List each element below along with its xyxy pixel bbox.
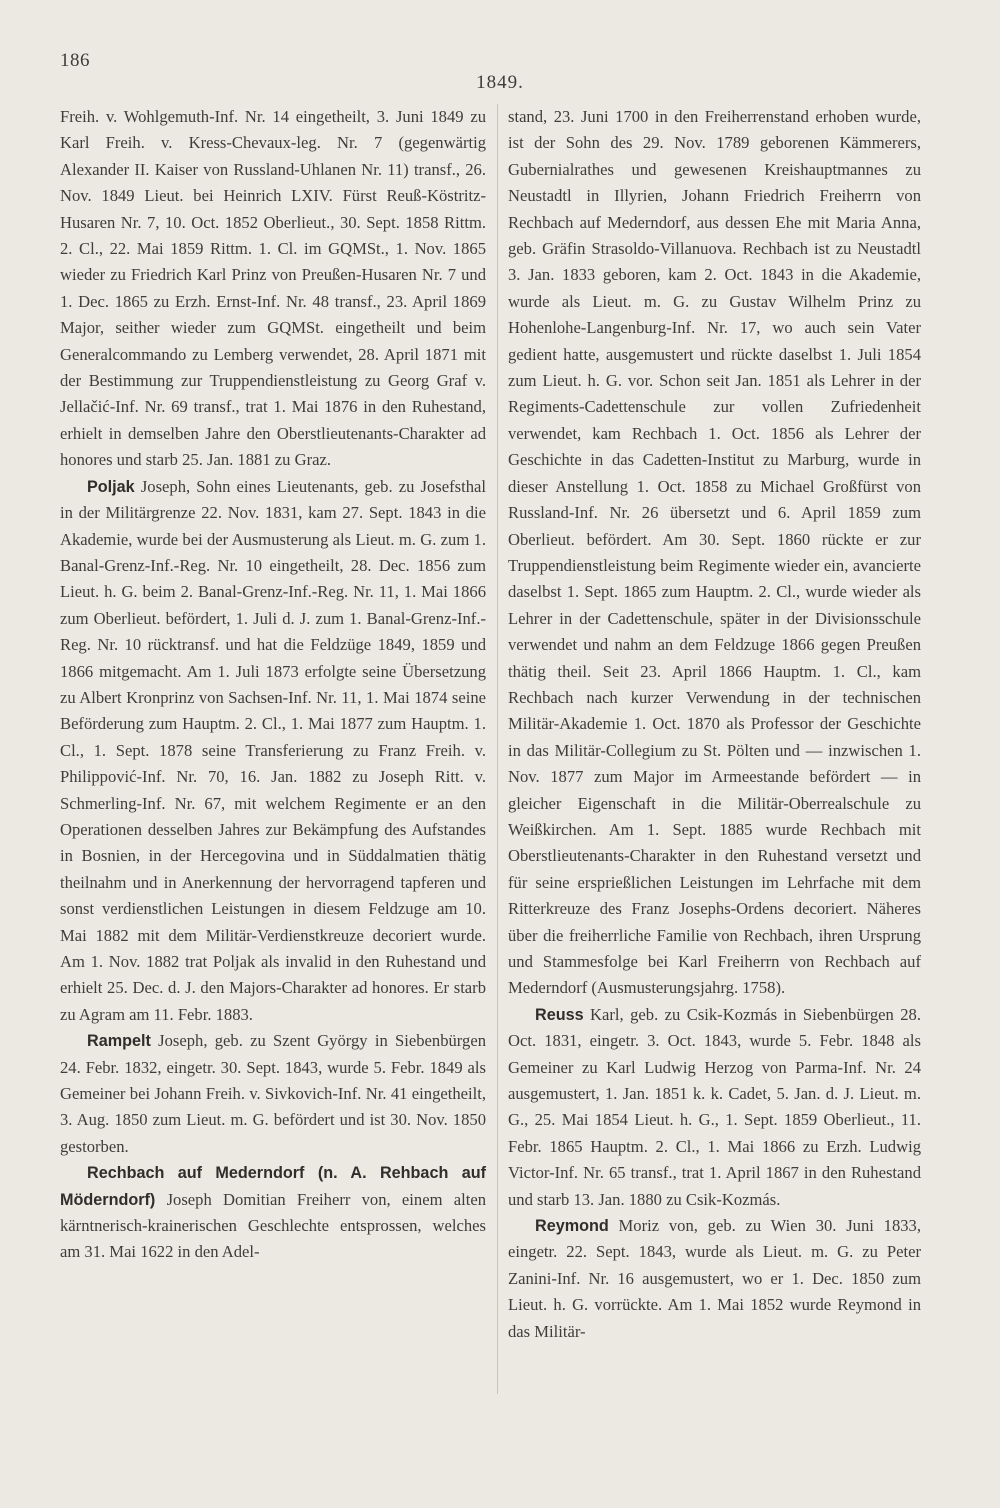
entry-name: Poljak xyxy=(87,477,135,496)
column-divider xyxy=(497,104,498,1394)
entry-text: Joseph, geb. zu Szent György in Siebenbürgen 24. Febr. 1832, eingetr. 30. Sept. 1843, wurde 5. Febr. 1849 als Gemeiner bei Johann Freih. v. Sivkovich-Inf. Nr. 41 eingetheilt, 3. Aug. 1850 zum Lieut. m. G. befördert und ist 30. Nov. 1850 gestorben. xyxy=(60,1031,486,1156)
page-number: 186 xyxy=(60,50,90,71)
biography-entry-reuss xyxy=(508,1002,921,1213)
entry-name: Reymond xyxy=(535,1217,609,1236)
right-column xyxy=(508,104,921,1345)
left-column xyxy=(60,104,486,1266)
entry-text: Joseph Domitian Freiherr von, einem alten kärntnerisch-krainerischen Geschlechte entsprossen, welches am 31. Mai 1622 in den Adel- xyxy=(60,1189,486,1262)
entry-text: Karl, geb. zu Csik-Kozmás in Siebenbürgen 28. Oct. 1831, eingetr. 3. Oct. 1843, wurde 5. Febr. 1848 als Gemeiner zu Karl Ludwig Herzog von Parma-Inf. Nr. 24 ausgemustert, 1. Jan. 1851 k. k. Cadet, 5. Jan. d. J. Lieut. m. G., 25. Mai 1854 Lieut. h. G., 1. Sept. 1859 Oberlieut., 11. Febr. 1865 Hauptm. 2. Cl., 1. Mai 1866 zu Erzh. Ludwig Victor-Inf. Nr. 65 transf., trat 1. April 1867 in den Ruhestand und starb 13. Jan. 1880 zu Csik-Kozmás. xyxy=(508,1004,921,1209)
entry-name: Reuss xyxy=(535,1005,584,1024)
biography-entry-rechbach xyxy=(60,1160,486,1266)
entry-name: Rampelt xyxy=(87,1032,151,1051)
continued-entry-text: stand, 23. Juni 1700 in den Freiherrenstand erhoben wurde, ist der Sohn des 29. Nov. 1789 geborenen Kämmerers, Gubernialrathes und gewesenen Kreishauptmannes zu Neustadtl in Illyrien, Johann Friedrich Freiherrn von Rechbach auf Mederndorf, aus dessen Ehe mit Maria Anna, geb. Gräfin Strasoldo-Villanuova. Rechbach ist zu Neustadtl 3. Jan. 1833 geboren, kam 2. Oct. 1843 in die Akademie, wurde als Lieut. m. G. zu Gustav Wilhelm Prinz zu Hohenlohe-Langenburg-Inf. Nr. 17, wo auch sein Vater gedient hatte, ausgemustert und rückte daselbst 1. Juli 1854 zum Lieut. h. G. vor. Schon seit Jan. 1851 als Lehrer in der Regiments-Cadettenschule zur vollen Zufriedenheit verwendet, kam Rechbach 1. Oct. 1856 als Lehrer der Geschichte in das Cadetten-Institut zu Marburg, wurde in dieser Anstellung 1. Oct. 1858 zu Michael Großfürst von Russland-Inf. Nr. 26 übersetzt und 6. April 1859 zum Oberlieut. befördert. Am 30. Sept. 1860 rückte er zur Truppendienstleistung beim Regimente wieder ein, avancierte daselbst 1. Sept. 1865 zum Hauptm. 2. Cl., wurde wieder als Lehrer in der Cadettenschule, später in der Divisionsschule verwendet und nahm an dem Feldzuge 1866 gegen Preußen thätig theil. Seit 23. April 1866 Hauptm. 1. Cl., kam Rechbach nach kurzer Verwendung in der technischen Militär-Akademie 1. Oct. 1870 als Professor der Geschichte in das Militär-Collegium zu St. Pölten und — inzwischen 1. Nov. 1877 zum Major im Armeestande befördert — in gleicher Eigenschaft in die Militär-Oberrealschule zu Weißkirchen. Am 1. Sept. 1885 wurde Rechbach mit Oberstlieutenants-Charakter in den Ruhestand versetzt und für seine ersprießlichen Leistungen im Lehrfache mit dem Ritterkreuze des Franz Josephs-Ordens decoriert. Näheres über die freiherrliche Familie von Rechbach, ihren Ursprung und Stammesfolge bei Karl Freiherrn von Rechbach auf Mederndorf (Ausmusterungsjahrg. 1758). xyxy=(508,107,921,998)
continued-entry-text: Freih. v. Wohlgemuth-Inf. Nr. 14 eingetheilt, 3. Juni 1849 zu Karl Freih. v. Kress-Chevaux-leg. Nr. 7 (gegenwärtig Alexander II. Kaiser von Russland-Uhlanen Nr. 11) transf., 26. Nov. 1849 Lieut. bei Heinrich LXIV. Fürst Reuß-Köstritz-Husaren Nr. 7, 10. Oct. 1852 Oberlieut., 30. Sept. 1858 Rittm. 2. Cl., 22. Mai 1859 Rittm. 1. Cl. im GQMSt., 1. Nov. 1865 wieder zu Friedrich Karl Prinz von Preußen-Husaren Nr. 7 und 1. Dec. 1865 zu Erzh. Ernst-Inf. Nr. 48 transf., 23. April 1869 Major, seither wieder zum GQMSt. eingetheilt und beim Generalcommando zu Lemberg verwendet, 28. April 1871 mit der Bestimmung zur Truppendienstleistung zu Georg Graf v. Jellačić-Inf. Nr. 69 transf., trat 1. Mai 1876 in den Ruhestand, erhielt in demselben Jahre den Oberstlieutenants-Charakter ad honores und starb 25. Jan. 1881 zu Graz. xyxy=(60,107,486,470)
biography-entry-rampelt xyxy=(60,1028,486,1160)
biography-entry-reymond xyxy=(508,1213,921,1345)
biography-entry-poljak xyxy=(60,474,486,1029)
entry-name: Rechbach auf Mederndorf (n. A. Rehbach auf Möderndorf) xyxy=(60,1164,486,1209)
running-header-year: 1849. xyxy=(476,72,524,93)
entry-text: Moriz von, geb. zu Wien 30. Juni 1833, eingetr. 22. Sept. 1843, wurde als Lieut. m. G. zu Peter Zanini-Inf. Nr. 16 ausgemustert, wo er 1. Dec. 1850 zum Lieut. h. G. vorrückte. Am 1. Mai 1852 wurde Reymond in das Militär- xyxy=(508,1216,921,1341)
entry-text: Joseph, Sohn eines Lieutenants, geb. zu Josefsthal in der Militärgrenze 22. Nov. 1831, kam 27. Sept. 1843 in die Akademie, wurde bei der Ausmusterung als Lieut. m. G. zum 1. Banal-Grenz-Inf.-Reg. Nr. 10 eingetheilt, 28. Dec. 1856 zum Lieut. h. G. beim 2. Banal-Grenz-Inf.-Reg. Nr. 11, 1. Mai 1866 zum Oberlieut. befördert, 1. Juli d. J. zum 1. Banal-Grenz-Inf.-Reg. Nr. 10 rücktransf. und hat die Feldzüge 1849, 1859 und 1866 mitgemacht. Am 1. Juli 1873 erfolgte seine Übersetzung zu Albert Kronprinz von Sachsen-Inf. Nr. 11, 1. Mai 1874 seine Beförderung zum Hauptm. 2. Cl., 1. Mai 1877 zum Hauptm. 1. Cl., 1. Sept. 1878 seine Transferierung zu Franz Freih. v. Philippović-Inf. Nr. 70, 16. Jan. 1882 zu Joseph Ritt. v. Schmerling-Inf. Nr. 67, mit welchem Regimente er an den Operationen desselben Jahres zur Bekämpfung des Aufstandes in Bosnien, in der Hercegovina und in Süddalmatien thätig theilnahm und in Anerkennung der hervorragend tapferen und sonst verdienstlichen Leistungen in diesem Feldzuge am 10. Mai 1882 mit dem Militär-Verdienstkreuze decoriert wurde. Am 1. Nov. 1882 trat Poljak als invalid in den Ruhestand und erhielt 25. Dec. d. J. den Majors-Charakter ad honores. Er starb zu Agram am 11. Febr. 1883. xyxy=(60,476,486,1024)
